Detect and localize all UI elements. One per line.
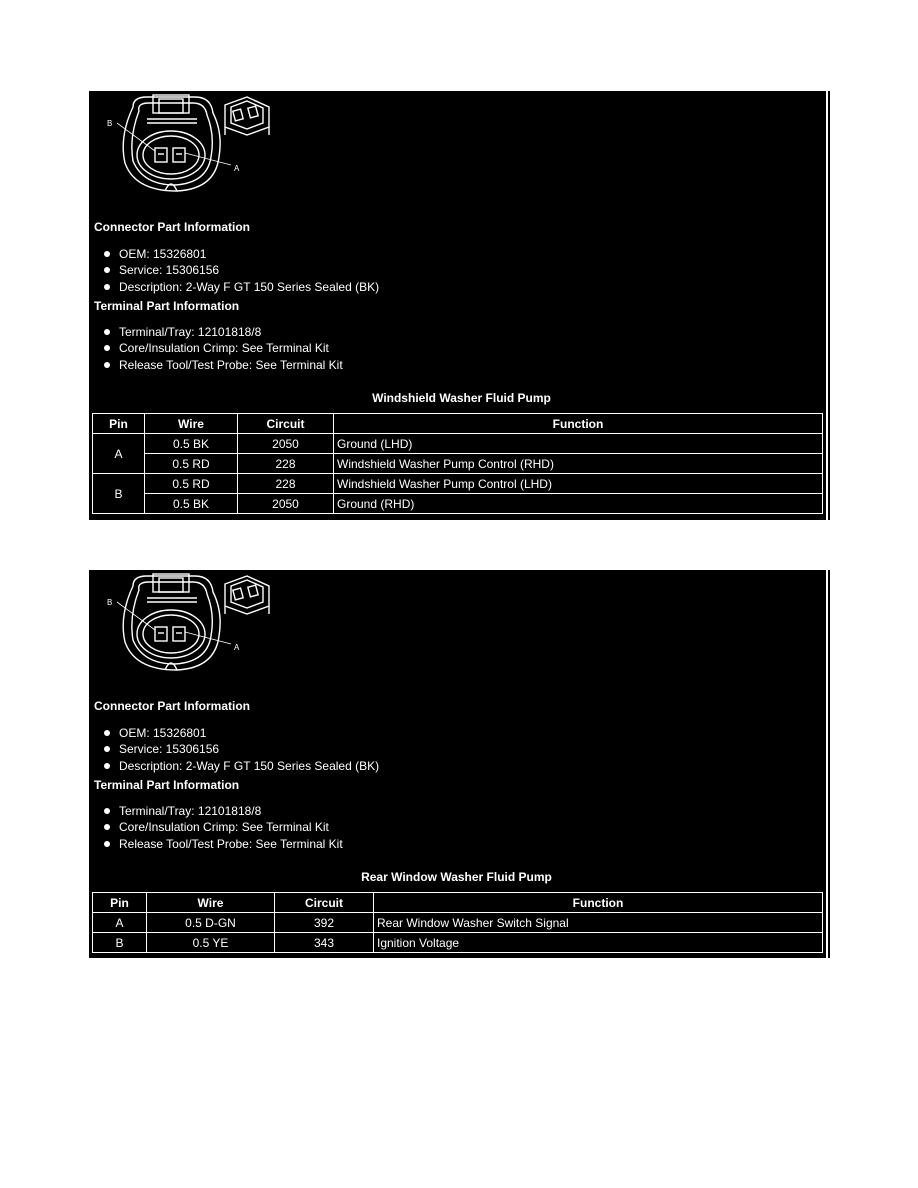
col-header-circuit: Circuit [275,893,374,913]
terminal-part-list [103,803,343,852]
wire-cell: 0.5 BK [145,494,238,514]
list-item: Release Tool/Test Probe: See Terminal Kit [103,836,343,852]
table-row [93,494,823,514]
terminal-part-heading: Terminal Part Information [94,299,240,313]
col-header-circuit: Circuit [238,414,334,434]
pin-cell: A [93,434,145,474]
circuit-cell: 228 [238,474,334,494]
table-title: Windshield Washer Fluid Pump [372,391,551,405]
pinout-table [92,413,823,514]
col-header-pin: Pin [93,893,147,913]
pin-a-label: A [234,164,240,173]
circuit-cell: 2050 [238,434,334,454]
table-header-row [93,893,823,913]
terminal-part-heading: Terminal Part Information [94,778,240,792]
function-cell: Ground (RHD) [334,494,823,514]
terminal-part-list [103,324,343,373]
wire-cell: 0.5 RD [145,474,238,494]
pin-a-label: A [234,643,240,652]
table-row [93,434,823,454]
circuit-cell: 2050 [238,494,334,514]
wire-cell: 0.5 RD [145,454,238,474]
connector-panel-rear-window [89,570,826,958]
list-item: OEM: 15326801 [103,246,379,262]
wire-cell: 0.5 YE [147,933,275,953]
table-header-row [93,414,823,434]
function-cell: Windshield Washer Pump Control (LHD) [334,474,823,494]
connector-part-heading: Connector Part Information [94,699,251,713]
connector-diagram [103,93,273,197]
function-cell: Windshield Washer Pump Control (RHD) [334,454,823,474]
list-item: Description: 2-Way F GT 150 Series Sealed (BK) [103,758,379,774]
list-item: Terminal/Tray: 12101818/8 [103,324,343,340]
table-row [93,474,823,494]
list-item: Service: 15306156 [103,741,379,757]
list-item: Description: 2-Way F GT 150 Series Sealed (BK) [103,279,379,295]
list-item: Core/Insulation Crimp: See Terminal Kit [103,340,343,356]
connector-diagram [103,572,273,676]
col-header-pin: Pin [93,414,145,434]
connector-part-list [103,246,379,295]
table-row [93,913,823,933]
list-item: Core/Insulation Crimp: See Terminal Kit [103,819,343,835]
function-cell: Ground (LHD) [334,434,823,454]
col-header-wire: Wire [147,893,275,913]
list-item: Release Tool/Test Probe: See Terminal Kit [103,357,343,373]
connector-part-heading: Connector Part Information [94,220,251,234]
pin-cell: B [93,933,147,953]
pinout-table [92,892,823,953]
list-item: Service: 15306156 [103,262,379,278]
connector-panel-windshield [89,91,826,520]
pin-b-label: B [107,598,113,607]
table-title: Rear Window Washer Fluid Pump [361,870,552,884]
pin-cell: A [93,913,147,933]
circuit-cell: 392 [275,913,374,933]
pin-cell: B [93,474,145,514]
table-row [93,933,823,953]
list-item: Terminal/Tray: 12101818/8 [103,803,343,819]
circuit-cell: 228 [238,454,334,474]
connector-part-list [103,725,379,774]
wire-cell: 0.5 BK [145,434,238,454]
table-row [93,454,823,474]
col-header-function: Function [374,893,823,913]
list-item: OEM: 15326801 [103,725,379,741]
pin-b-label: B [107,119,113,128]
wire-cell: 0.5 D-GN [147,913,275,933]
function-cell: Rear Window Washer Switch Signal [374,913,823,933]
function-cell: Ignition Voltage [374,933,823,953]
circuit-cell: 343 [275,933,374,953]
col-header-function: Function [334,414,823,434]
col-header-wire: Wire [145,414,238,434]
